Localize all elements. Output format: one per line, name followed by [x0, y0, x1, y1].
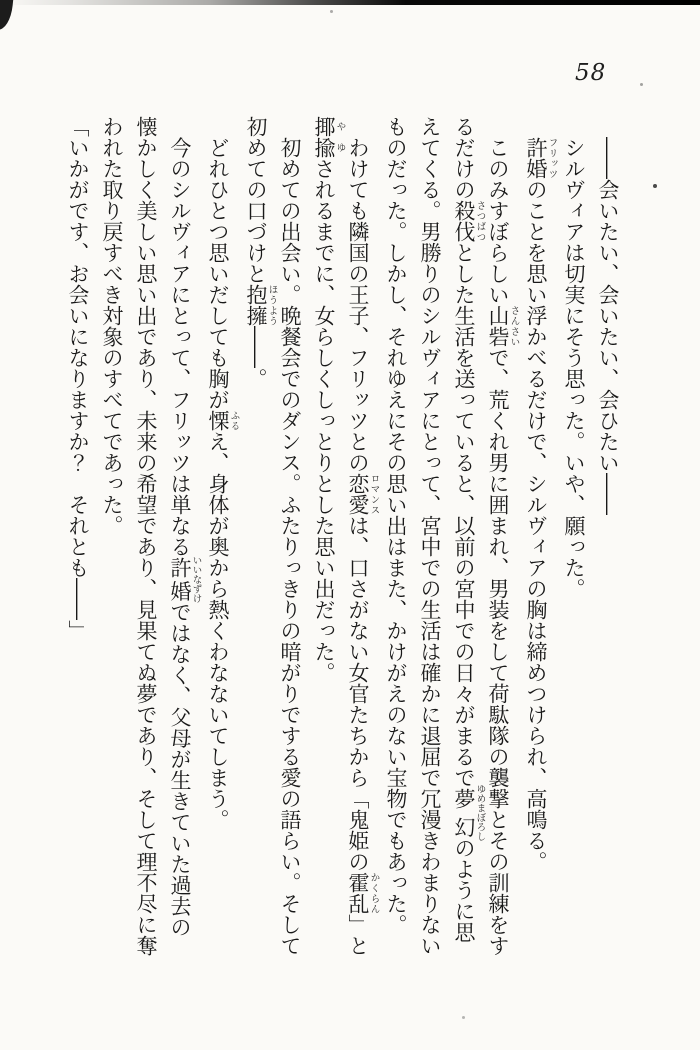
ruby-annotated-word: 慄ふる: [206, 410, 240, 431]
ruby-annotated-word: 夢幻ゆめまぼろし: [452, 784, 486, 842]
paragraph: 「いかがです、お会いになりますか？ それとも――」: [66, 116, 90, 641]
paragraph: 許婚フリッツのことを思い浮かべるだけで、シルヴィアの胸は締めつけられ、高鳴る。: [524, 137, 558, 872]
scan-speck: [462, 1016, 465, 1019]
ruby-annotated-word: 殺伐さつばつ: [452, 200, 486, 242]
scan-speck: [330, 10, 333, 13]
paragraph: このみすぼらしい山砦さんさいで、荒くれ男に囲まれ、男装をして荷駄隊の襲撃とその訓練をするだけの殺伐さつばつとした生活を送っていると、以前の宮中での日々がまるで夢幻ゆめまぼろしのように思えてくる。男勝りのシルヴィアにとって、宮中での生活は確かに退屈で冗漫きわまりないものだった。しかし、それゆえにその思い出はまた、かけがえのない宝物でもあった。: [384, 116, 520, 956]
paragraph: わけても隣国の王子、フリッツとの恋愛ロマンスは、口さがない女官たちから「鬼姫の霍乱かくらん」と揶揄やゆされるまでに、女らしくしっとりとした思い出だった。: [312, 116, 380, 956]
scan-speck: [640, 83, 643, 86]
paragraph: シルヴィアは切実にそう思った。いや、願った。: [562, 137, 586, 599]
paragraph: 今のシルヴィアにとって、フリッツは単なる許婚いいなずけではなく、父母が生きていた過去の懐かしく美しい思い出であり、未来の希望であり、見果てぬ夢であり、そして理不尽に奪われた取り戻すべき対象のすべてであった。: [100, 116, 202, 956]
scan-edge-top: [0, 0, 700, 5]
paragraph: ――会いたい、会いたい、会ひたい――: [596, 137, 620, 515]
ruby-annotated-word: 許婚フリッツ: [524, 137, 558, 179]
paragraph: どれひとつ思いだしても胸が慄ふるえ、身体が奥から熱くわなないてしまう。: [206, 137, 240, 830]
scan-corner-smudge: [0, 0, 14, 31]
ruby-annotated-word: 山砦さんさい: [486, 305, 520, 347]
ruby-annotated-word: 許婚いいなずけ: [168, 555, 202, 604]
paragraph: 初めての出会い。晩餐会でのダンス。ふたりっきりの暗がりでする愛の語らい。そして初めての口づけと抱擁ほうよう――。: [244, 116, 302, 956]
page-number: 58: [575, 60, 607, 86]
scan-speck: [653, 184, 657, 188]
ruby-annotated-word: 霍乱かくらん: [346, 872, 380, 914]
body-text: [61, 116, 625, 958]
ruby-annotated-word: 抱擁ほうよう: [244, 284, 278, 326]
ruby-annotated-word: 恋愛ロマンス: [346, 473, 380, 515]
ruby-annotated-word: 揶揄やゆ: [312, 116, 346, 158]
